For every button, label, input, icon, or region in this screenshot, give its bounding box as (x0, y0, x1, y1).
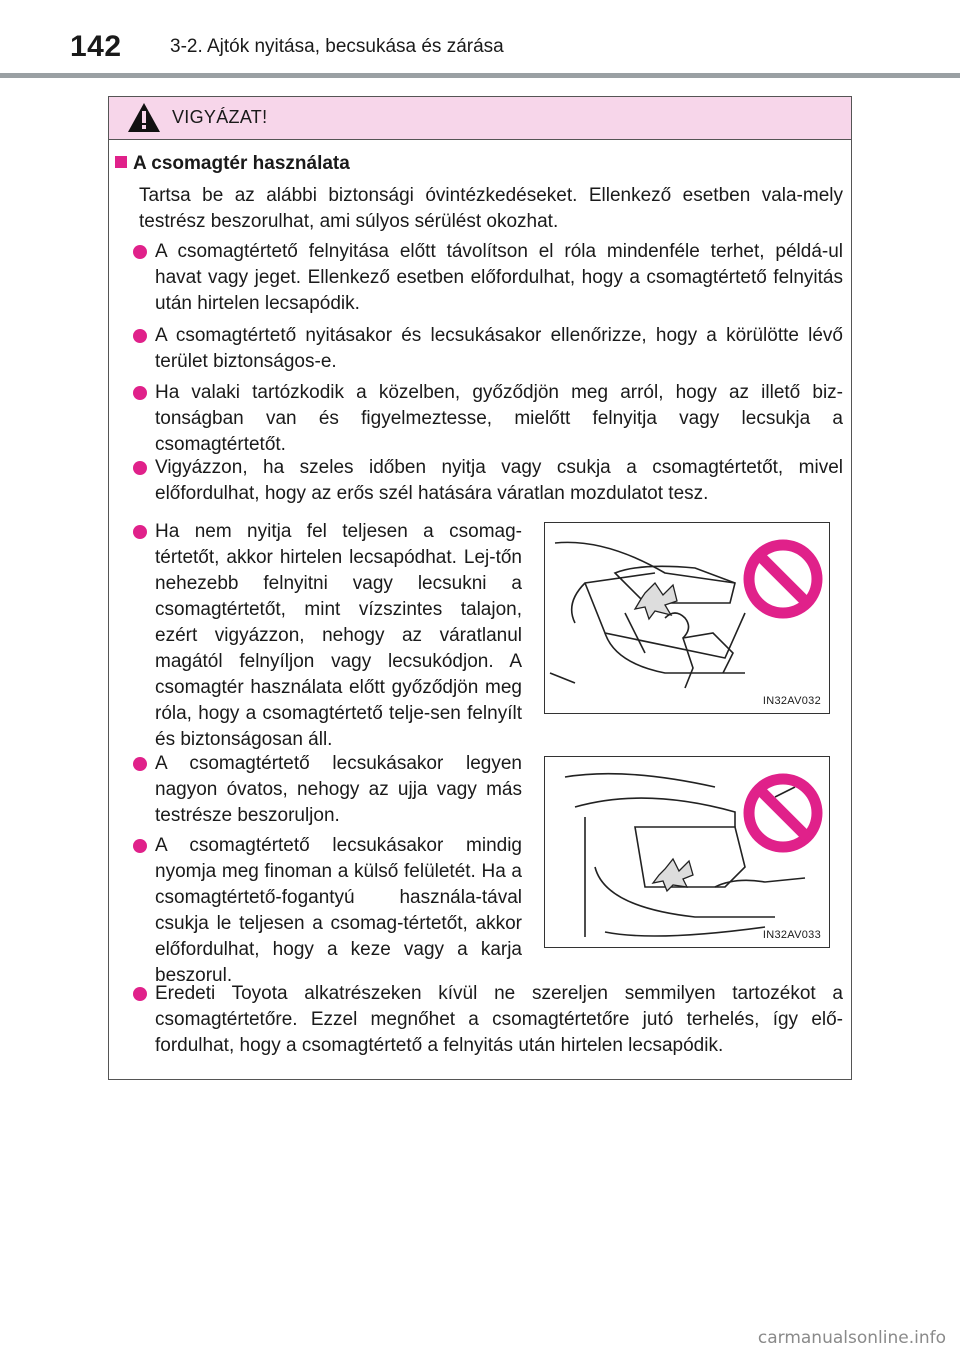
figure-trunk-slope (544, 522, 830, 714)
watermark: carmanualsonline.info (757, 1328, 946, 1348)
bullet-dot-icon (133, 525, 147, 539)
warning-label: VIGYÁZAT! (172, 107, 268, 127)
bullet-item (155, 455, 843, 507)
bullet-dot-icon (133, 245, 147, 259)
bullet-item (155, 239, 843, 317)
bullet-text: A csomagtértető lecsukásakor legyen nagyon óvatos, nehogy az ujja vagy más testrésze beszoruljon. (155, 753, 522, 826)
bullet-item (155, 519, 522, 753)
figure-trunk-closing (544, 756, 830, 948)
warning-box (108, 96, 852, 1080)
bullet-text: Ha valaki tartózkodik a közelben, győződjön meg arról, hogy az illető biz-tonságban van és figyelmeztesse, mielőtt felnyitja vagy lecsukja a csomagtértetőt. (155, 382, 843, 455)
bullet-item (155, 323, 843, 375)
prohibition-icon (741, 771, 825, 855)
bullet-item (155, 380, 843, 458)
section-title: 3-2. Ajtók nyitása, becsukása és zárása (170, 36, 504, 57)
page-header (0, 0, 960, 80)
intro-paragraph: Tartsa be az alábbi biztonsági óvintézkedéseket. Ellenkező esetben vala-mely testrész beszorulhat, ami súlyos sérülést okozhat. (139, 185, 843, 232)
bullet-dot-icon (133, 987, 147, 1001)
figure-code: IN32AV033 (762, 929, 821, 941)
bullet-dot-icon (133, 461, 147, 475)
bullet-text: Eredeti Toyota alkatrészeken kívül ne szereljen semmilyen tartozékot a csomagtértetőre. Ezzel megnőhet a csomagtértetőre jutó terhelés, így elő-fordulhat, hogy a csomagtértető a felnyitás után hirtelen lecsapódik. (155, 983, 843, 1056)
warning-triangle-icon (127, 102, 161, 133)
bullet-text: A csomagtértető felnyitása előtt távolítson el róla mindenféle terhet, példá-ul havat vagy jeget. Ellenkező esetben előfordulhat, hogy a csomagtértető felnyitás után hirtelen lecsapódik. (155, 241, 843, 314)
square-bullet-icon (115, 156, 127, 168)
bullet-text: Vigyázzon, ha szeles időben nyitja vagy csukja a csomagtértetőt, mivel előfordulhat, hogy az erős szél hatására váratlan mozdulatot tesz. (155, 457, 843, 504)
bullet-dot-icon (133, 757, 147, 771)
warning-header (109, 97, 851, 140)
subheading-text: A csomagtér használata (133, 153, 350, 174)
bullet-text: Ha nem nyitja fel teljesen a csomag-tértetőt, akkor hirtelen lecsapódhat. Lej-tőn nehezebb felnyitni vagy lecsukni a csomagtértetőt, mint vízszintes talajon, ezért vigyázzon, nehogy az váratlanul magától felnyíljon vagy lecsukódjon. A csomagtér használata előtt győződjön meg róla, hogy a csomagtértető telje-sen felnyílt és biztonságosan áll. (155, 521, 522, 750)
bullet-item (155, 751, 522, 829)
header-rule (0, 73, 960, 78)
bullet-dot-icon (133, 839, 147, 853)
figure-code: IN32AV032 (762, 695, 821, 707)
subheading (115, 153, 350, 175)
bullet-dot-icon (133, 386, 147, 400)
page-number: 142 (70, 30, 122, 63)
bullet-text: A csomagtértető nyitásakor és lecsukásakor ellenőrizze, hogy a körülötte lévő terület biztonságos-e. (155, 325, 843, 372)
bullet-text: A csomagtértető lecsukásakor mindig nyomja meg finoman a külső felületét. Ha a csomagtértető-fogantyú használa-tával csukja le teljesen a csomag-tértetőt, akkor előfordulhat, hogy a keze vagy a karja beszorul. (155, 835, 522, 986)
prohibition-icon (741, 537, 825, 621)
bullet-item (155, 981, 843, 1059)
bullet-item (155, 833, 522, 989)
bullet-dot-icon (133, 329, 147, 343)
